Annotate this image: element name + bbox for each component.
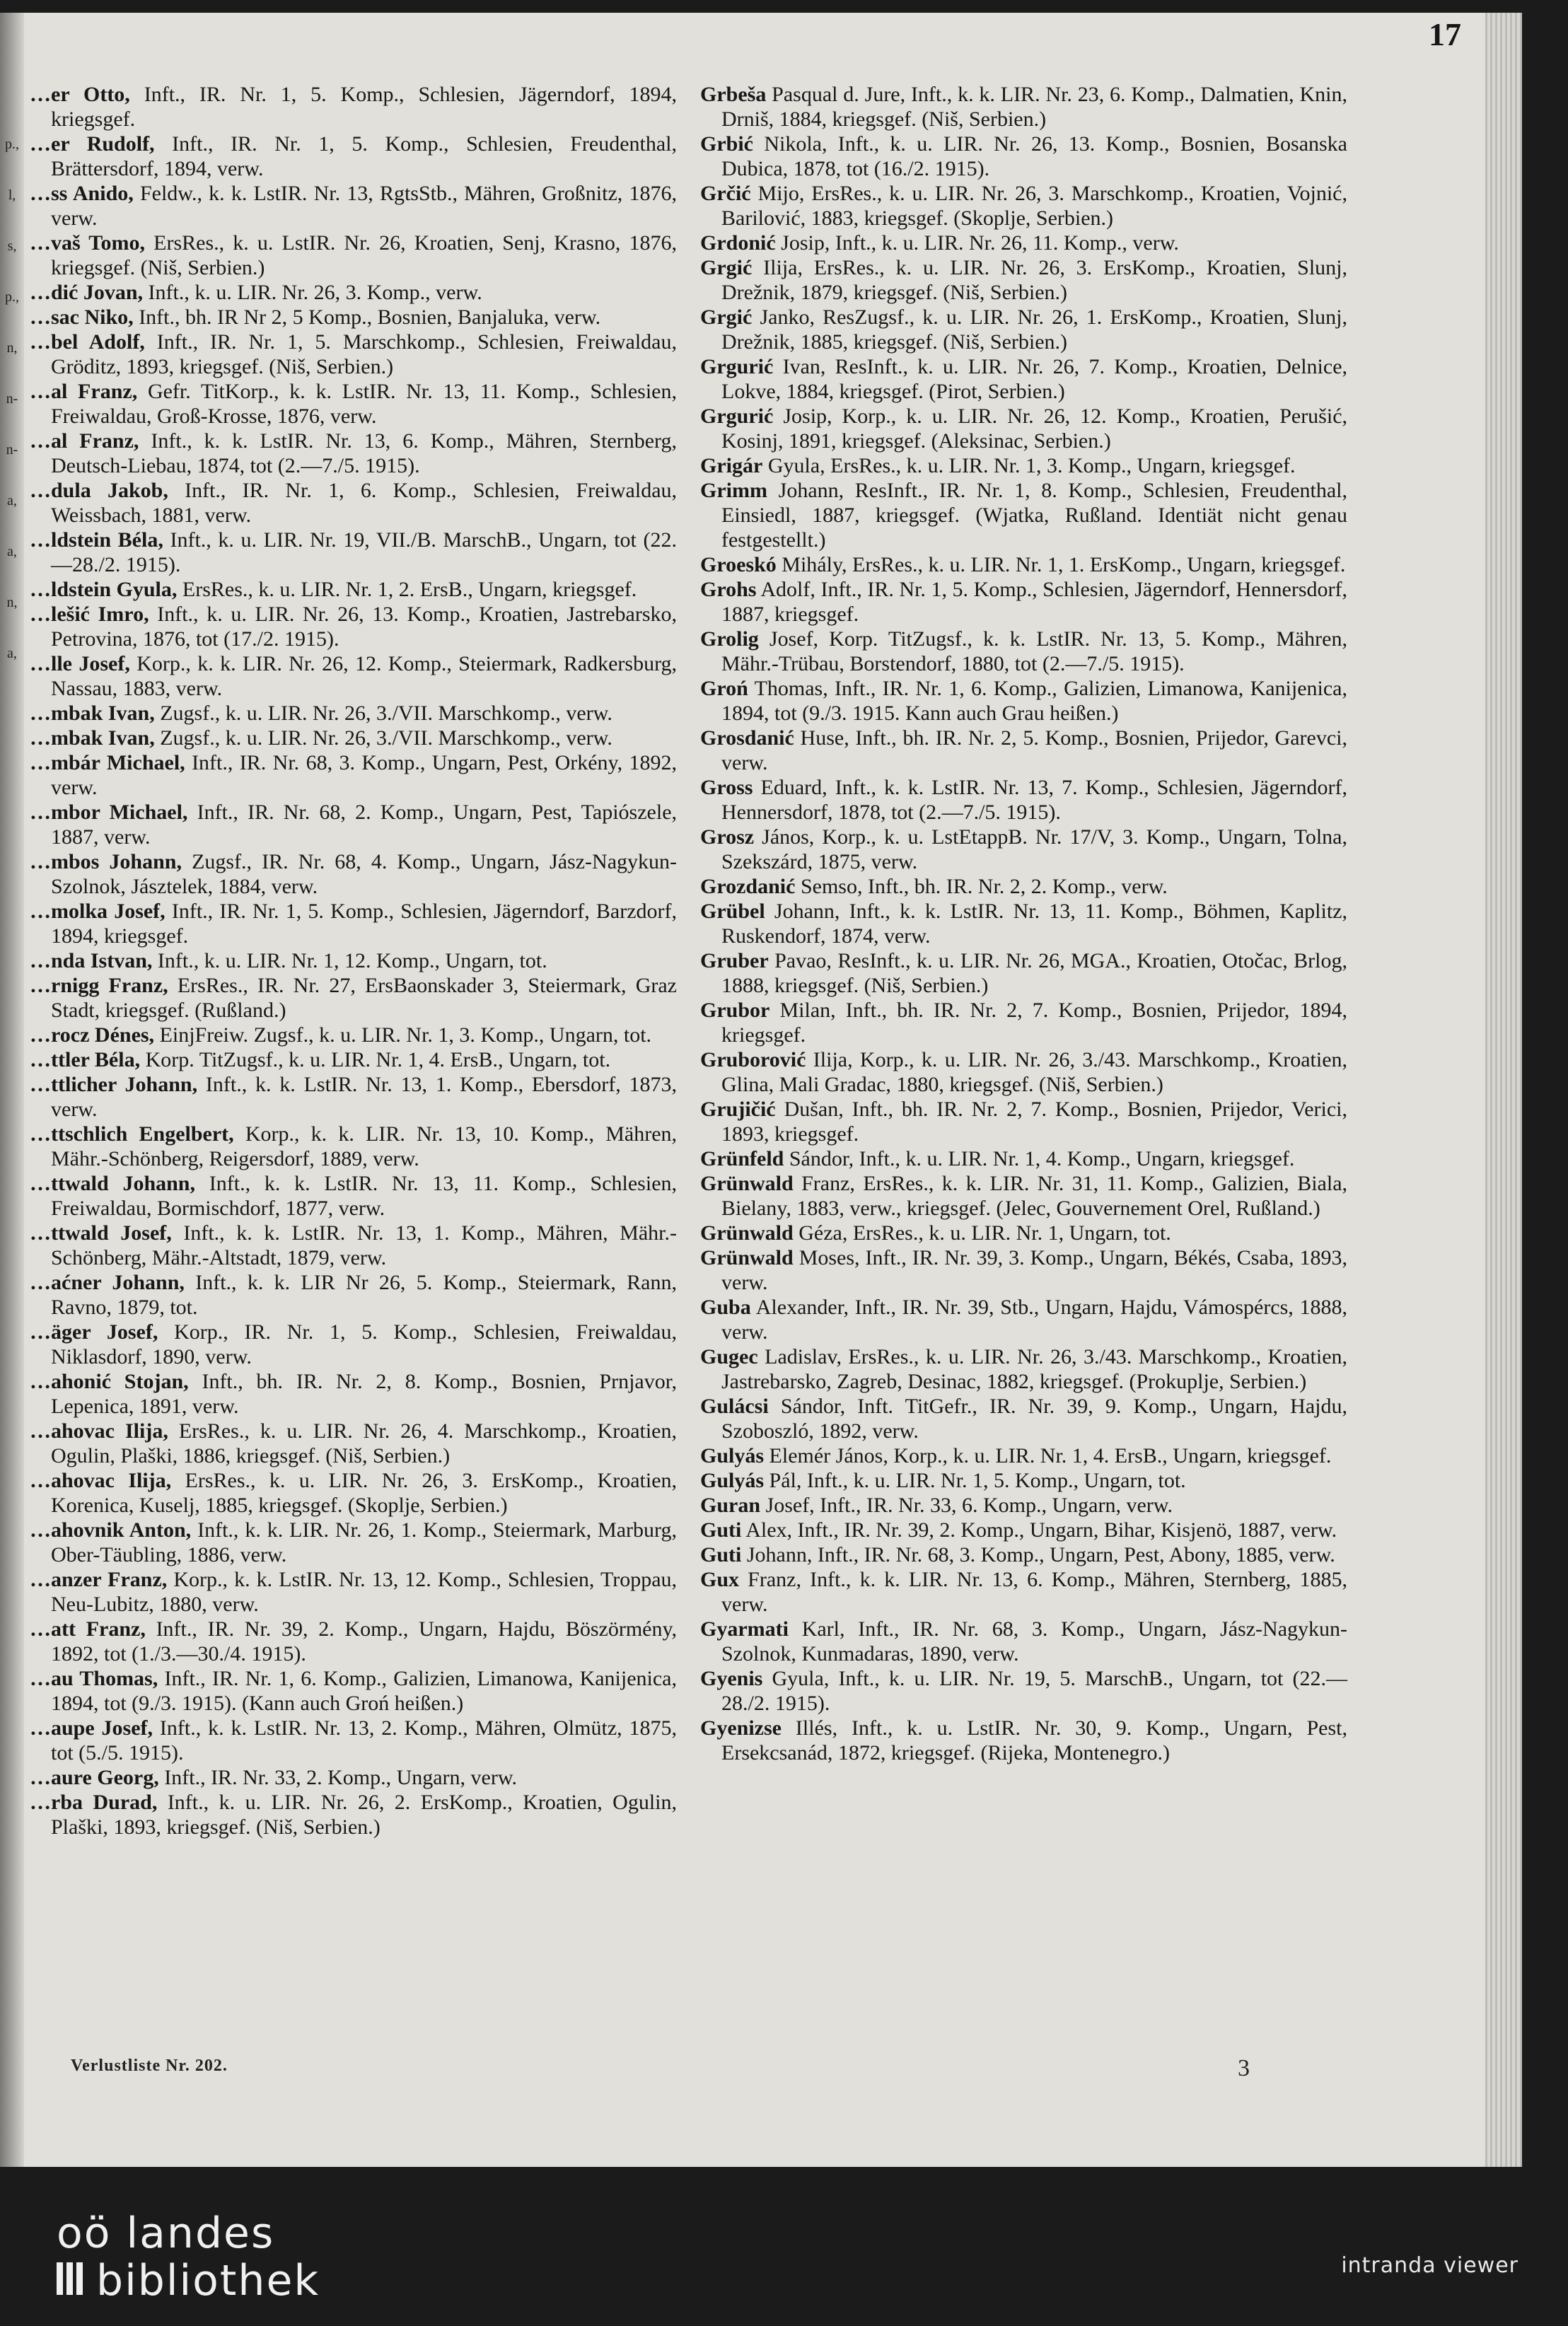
- margin-fragment: l,: [8, 187, 16, 203]
- list-entry: [30, 1047, 677, 1072]
- entry-details: Zugsf., k. u. LIR. Nr. 26, 3./VII. Marschkomp., verw.: [160, 702, 612, 725]
- entry-details: Dušan, Inft., bh. IR. Nr. 2, 7. Komp., Bosnien, Prijedor, Verici, 1893, kriegsgef.: [721, 1098, 1348, 1146]
- margin-fragment: a,: [7, 493, 17, 508]
- entry-surname: …ahovnik Anton,: [30, 1518, 192, 1542]
- entry-details: Inft., IR. Nr. 1, 6. Komp., Galizien, Limanowa, Kanijenica, 1894, tot (9./3. 1915). (Kann auch Groń heißen.): [51, 1667, 678, 1715]
- entry-details: Johann, ResInft., IR. Nr. 1, 8. Komp., Schlesien, Freudenthal, Einsiedl, 1887, kriegsgef. (Wjatka, Rußland. Identiät nicht genau festgestellt.): [721, 479, 1348, 552]
- list-entry: [30, 1790, 677, 1839]
- entry-surname: …ttlicher Johann,: [30, 1073, 198, 1096]
- list-entry: [700, 1542, 1347, 1567]
- entry-details: Inft., k. u. LIR. Nr. 19, VII./B. MarschB., Ungarn, tot (22.—28./2. 1915).: [51, 528, 678, 576]
- entry-surname: …vaš Tomo,: [30, 231, 146, 255]
- entry-details: Pál, Inft., k. u. LIR. Nr. 1, 5. Komp., Ungarn, tot.: [769, 1469, 1186, 1492]
- right-column: [700, 82, 1347, 1765]
- list-entry: [30, 1468, 677, 1518]
- list-entry: [30, 1023, 677, 1047]
- list-entry: [700, 577, 1347, 627]
- entry-surname: Grünwald: [700, 1221, 794, 1245]
- entry-surname: Grgić: [700, 256, 753, 279]
- list-entry: [700, 1146, 1347, 1171]
- list-entry: [700, 82, 1347, 132]
- entry-surname: Gruber: [700, 949, 769, 972]
- list-entry: [700, 1567, 1347, 1617]
- entry-details: Semso, Inft., bh. IR. Nr. 2, 2. Komp., verw.: [800, 875, 1168, 898]
- entry-details: Inft., k. u. LIR. Nr. 26, 13. Komp., Kroatien, Jastrebarsko, Petrovina, 1876, tot (17./2. 1915).: [51, 603, 677, 651]
- entry-details: Thomas, Inft., IR. Nr. 1, 6. Komp., Galizien, Limanowa, Kanijenica, 1894, tot (9./3. 1915. Kann auch Grau heißen.): [721, 677, 1347, 725]
- entry-details: Zugsf., k. u. LIR. Nr. 26, 3./VII. Marschkomp., verw.: [160, 726, 612, 750]
- list-entry: [700, 1047, 1347, 1097]
- list-entry: [30, 1666, 677, 1716]
- margin-fragment: n-: [6, 442, 18, 458]
- entry-surname: …ttler Béla,: [30, 1048, 141, 1071]
- list-entry: [700, 305, 1347, 354]
- entry-surname: …rocz Dénes,: [30, 1023, 155, 1047]
- viewer-bottom-bar: [0, 2167, 1568, 2326]
- list-entry: [30, 1320, 677, 1369]
- entry-surname: …mbor Michael,: [30, 801, 188, 824]
- entry-details: Sándor, Inft., k. u. LIR. Nr. 1, 4. Komp., Ungarn, kriegsgef.: [789, 1147, 1295, 1170]
- list-entry: [700, 998, 1347, 1047]
- entry-details: Inft., k. k. LstIR. Nr. 13, 2. Komp., Mähren, Olmütz, 1875, tot (5./5. 1915).: [51, 1716, 677, 1764]
- list-entry: [700, 1443, 1347, 1468]
- list-entry: [30, 1567, 677, 1617]
- entry-surname: …rba Durad,: [30, 1791, 158, 1814]
- entry-surname: …bel Adolf,: [30, 330, 145, 354]
- margin-fragment: a,: [7, 646, 17, 661]
- entry-surname: Grünfeld: [700, 1147, 784, 1170]
- entry-surname: …mbak Ivan,: [30, 702, 155, 725]
- entry-details: Sándor, Inft. TitGefr., IR. Nr. 39, 9. Komp., Ungarn, Hajdu, Szoboszló, 1892, verw.: [721, 1395, 1347, 1443]
- list-entry: [700, 1468, 1347, 1493]
- page-edge-strip: [1485, 13, 1522, 2167]
- entry-surname: Guti: [700, 1518, 742, 1542]
- margin-fragment: n,: [6, 595, 18, 610]
- list-entry: [30, 849, 677, 899]
- entry-surname: Grgurić: [700, 355, 774, 378]
- list-entry: [700, 1171, 1347, 1221]
- entry-surname: Grubor: [700, 999, 770, 1022]
- entry-details: Inft., k. u. LIR. Nr. 26, 3. Komp., verw.: [148, 281, 482, 304]
- entry-surname: …aupe Josef,: [30, 1716, 153, 1740]
- entry-details: Inft., k. k. LstIR. Nr. 13, 1. Komp., Ebersdorf, 1873, verw.: [51, 1073, 677, 1121]
- list-entry: [30, 651, 677, 701]
- list-entry: [30, 1270, 677, 1320]
- entry-details: Korp., k. k. LstIR. Nr. 13, 12. Komp., Schlesien, Troppau, Neu-Lubitz, 1880, verw.: [51, 1568, 678, 1616]
- entry-surname: Gruborović: [700, 1048, 806, 1071]
- entry-surname: Gross: [700, 776, 753, 799]
- left-column: [30, 82, 677, 1839]
- entry-details: Josef, Korp. TitZugsf., k. k. LstIR. Nr. 13, 5. Komp., Mähren, Mähr.-Trübau, Borstendorf, 1880, tot (2.—7./5. 1915).: [721, 627, 1347, 675]
- scanned-page: [0, 13, 1522, 2167]
- entry-surname: Gux: [700, 1568, 740, 1591]
- entry-surname: …dula Jakob,: [30, 479, 168, 502]
- list-entry: [700, 1097, 1347, 1146]
- entry-surname: Guran: [700, 1494, 761, 1517]
- list-entry: [30, 1716, 677, 1765]
- entry-details: Inft., IR. Nr. 1, 5. Marschkomp., Schlesien, Freiwaldau, Gröditz, 1893, kriegsgef. (Niš, Serbien.): [51, 330, 677, 378]
- entry-surname: Groń: [700, 677, 748, 700]
- list-entry: [700, 1493, 1347, 1518]
- list-entry: [700, 1666, 1347, 1716]
- list-entry: [30, 701, 677, 726]
- entry-surname: …ttwald Johann,: [30, 1172, 195, 1195]
- list-entry: [30, 1617, 677, 1666]
- entry-details: Inft., k. u. LIR. Nr. 26, 2. ErsKomp., Kroatien, Ogulin, Plaški, 1893, kriegsgef. (Niš, Serbien.): [51, 1791, 678, 1839]
- entry-details: Josip, Inft., k. u. LIR. Nr. 26, 11. Komp., verw.: [781, 231, 1179, 255]
- entry-surname: Grosz: [700, 825, 755, 849]
- list-entry: [30, 1765, 677, 1790]
- entry-details: Pasqual d. Jure, Inft., k. k. LIR. Nr. 23, 6. Komp., Dalmatien, Knin, Drniš, 1884, kriegsgef. (Niš, Serbien.): [721, 83, 1347, 131]
- entry-details: Inft., IR. Nr. 1, 5. Komp., Schlesien, Jägerndorf, 1894, kriegsgef.: [51, 83, 677, 131]
- entry-details: Franz, Inft., k. k. LIR. Nr. 13, 6. Komp., Mähren, Sternberg, 1885, verw.: [721, 1568, 1347, 1616]
- list-entry: [700, 404, 1347, 453]
- entry-details: Inft., k. k. LstIR. Nr. 13, 6. Komp., Mähren, Sternberg, Deutsch-Liebau, 1874, tot (2.—7./5. 1915).: [51, 429, 677, 477]
- margin-fragment: s,: [7, 238, 17, 254]
- entry-surname: Grozdanić: [700, 875, 796, 898]
- list-entry: [30, 305, 677, 330]
- list-entry: [700, 552, 1347, 577]
- entry-details: Mihály, ErsRes., k. u. LIR. Nr. 1, 1. ErsKomp., Ungarn, kriegsgef.: [782, 553, 1346, 576]
- entry-details: Inft., IR. Nr. 39, 2. Komp., Ungarn, Hajdu, Böszörmény, 1892, tot (1./3.—30./4. 1915).: [51, 1617, 678, 1665]
- entry-surname: …ttschlich Engelbert,: [30, 1122, 234, 1146]
- entry-details: ErsRes., k. u. LIR. Nr. 1, 2. ErsB., Ungarn, kriegsgef.: [182, 578, 637, 601]
- entry-details: Inft., IR. Nr. 68, 3. Komp., Ungarn, Pest, Orkény, 1892, verw.: [51, 751, 677, 799]
- entry-surname: Grosdanić: [700, 726, 794, 750]
- list-entry: [30, 1072, 677, 1122]
- entry-details: Korp., k. k. LIR. Nr. 13, 10. Komp., Mähren, Mähr.-Schönberg, Reigersdorf, 1889, verw.: [51, 1122, 678, 1170]
- entry-details: János, Korp., k. u. LstEtappB. Nr. 17/V, 3. Komp., Ungarn, Tolna, Szekszárd, 1875, verw.: [721, 825, 1347, 873]
- entry-details: EinjFreiw. Zugsf., k. u. LIR. Nr. 1, 3. Komp., Ungarn, tot.: [159, 1023, 652, 1047]
- list-entry: [30, 379, 677, 429]
- entry-surname: …au Thomas,: [30, 1667, 158, 1690]
- entry-details: Janko, ResZugsf., k. u. LIR. Nr. 26, 1. ErsKomp., Kroatien, Slunj, Drežnik, 1885, kriegsgef. (Niš, Serbien.): [721, 306, 1348, 354]
- list-entry: [700, 1344, 1347, 1394]
- entry-details: Nikola, Inft., k. u. LIR. Nr. 26, 13. Komp., Bosnien, Bosanska Dubica, 1878, tot (16./2. 1915).: [721, 132, 1347, 180]
- logo-line1: oö landes: [57, 2209, 275, 2258]
- entry-surname: Grohs: [700, 578, 757, 601]
- entry-surname: Guti: [700, 1543, 742, 1566]
- list-entry: [30, 528, 677, 577]
- list-entry: [30, 602, 677, 651]
- entry-surname: Grujičić: [700, 1098, 776, 1121]
- list-entry: [700, 181, 1347, 231]
- list-entry: [700, 231, 1347, 255]
- entry-surname: Gugec: [700, 1345, 758, 1368]
- entry-details: Zugsf., IR. Nr. 68, 4. Komp., Ungarn, Jász-Nagykun-Szolnok, Jásztelek, 1884, verw.: [51, 850, 677, 898]
- entry-surname: Gyenis: [700, 1667, 763, 1690]
- entry-surname: Grolig: [700, 627, 759, 651]
- entry-details: Ladislav, ErsRes., k. u. LIR. Nr. 26, 3./43. Marschkomp., Kroatien, Jastrebarsko, Zagreb, Desinac, 1882, kriegsgef. (Prokuplje, Serbien.): [721, 1345, 1348, 1393]
- entry-surname: …ldstein Béla,: [30, 528, 163, 552]
- entry-surname: Grbić: [700, 132, 753, 156]
- list-entry: [30, 429, 677, 478]
- entry-surname: …ahonić Stojan,: [30, 1370, 189, 1393]
- list-entry: [700, 1617, 1347, 1666]
- list-entry: [30, 577, 677, 602]
- list-entry: [700, 255, 1347, 305]
- entry-details: Inft., k. u. LIR. Nr. 1, 12. Komp., Ungarn, tot.: [157, 949, 547, 972]
- entry-details: Milan, Inft., bh. IR. Nr. 2, 7. Komp., Bosnien, Prijedor, 1894, kriegsgef.: [721, 999, 1348, 1047]
- entry-details: Huse, Inft., bh. IR. Nr. 2, 5. Komp., Bosnien, Prijedor, Garevci, verw.: [721, 726, 1347, 774]
- entry-details: Inft., IR. Nr. 33, 2. Komp., Ungarn, verw.: [164, 1766, 518, 1789]
- list-entry: [30, 973, 677, 1023]
- entry-surname: …molka Josef,: [30, 900, 165, 923]
- entry-details: Inft., k. k. LIR. Nr. 26, 1. Komp., Steiermark, Marburg, Ober-Täubling, 1886, verw.: [51, 1518, 677, 1566]
- entry-details: Inft., bh. IR Nr 2, 5 Komp., Bosnien, Banjaluka, verw.: [139, 306, 601, 329]
- entry-surname: …anzer Franz,: [30, 1568, 168, 1591]
- list-entry: [30, 132, 677, 181]
- entry-surname: Grimm: [700, 479, 767, 502]
- list-entry: [30, 899, 677, 948]
- list-entry: [30, 1419, 677, 1468]
- entry-details: Ivan, ResInft., k. u. LIR. Nr. 26, 7. Komp., Kroatien, Delnice, Lokve, 1884, kriegsgef. (Pirot, Serbien.): [721, 355, 1348, 403]
- entry-surname: …ss Anido,: [30, 182, 134, 205]
- entry-details: Josip, Korp., k. u. LIR. Nr. 26, 12. Komp., Kroatien, Perušić, Kosinj, 1891, kriegsgef. (Aleksinac, Serbien.): [721, 405, 1348, 453]
- list-entry: [30, 82, 677, 132]
- entry-surname: …äger Josef,: [30, 1320, 158, 1344]
- entry-details: Elemér János, Korp., k. u. LIR. Nr. 1, 4. ErsB., Ungarn, kriegsgef.: [769, 1444, 1332, 1467]
- entry-surname: …al Franz,: [30, 380, 138, 403]
- entry-details: Korp., IR. Nr. 1, 5. Komp., Schlesien, Freiwaldau, Niklasdorf, 1890, verw.: [51, 1320, 677, 1368]
- list-entry: [700, 354, 1347, 404]
- entry-details: Inft., bh. IR. Nr. 2, 8. Komp., Bosnien, Prnjavor, Lepenica, 1891, verw.: [51, 1370, 678, 1418]
- list-entry: [30, 800, 677, 849]
- list-entry: [700, 1245, 1347, 1295]
- entry-surname: …att Franz,: [30, 1617, 146, 1641]
- entry-details: Gyula, ErsRes., k. u. LIR. Nr. 1, 3. Komp., Ungarn, kriegsgef.: [767, 454, 1296, 477]
- entry-details: ErsRes., k. u. LIR. Nr. 26, 4. Marschkomp., Kroatien, Ogulin, Plaški, 1886, kriegsgef. (Niš, Serbien.): [51, 1419, 677, 1467]
- list-entry: [30, 280, 677, 305]
- entry-details: Inft., IR. Nr. 1, 5. Komp., Schlesien, Freudenthal, Brättersdorf, 1894, verw.: [51, 132, 677, 180]
- list-entry: [700, 874, 1347, 899]
- list-entry: [700, 1518, 1347, 1542]
- list-entry: [30, 750, 677, 800]
- entry-surname: …aćner Johann,: [30, 1271, 185, 1294]
- list-entry: [700, 1295, 1347, 1344]
- entry-surname: Grünwald: [700, 1172, 794, 1195]
- entry-details: Ilija, ErsRes., k. u. LIR. Nr. 26, 3. ErsKomp., Kroatien, Slunj, Drežnik, 1879, kriegsgef. (Niš, Serbien.): [721, 256, 1347, 304]
- entry-details: Korp. TitZugsf., k. u. LIR. Nr. 1, 4. ErsB., Ungarn, tot.: [145, 1048, 611, 1071]
- list-entry: [700, 627, 1347, 676]
- page-number: 17: [1429, 16, 1461, 52]
- library-logo[interactable]: [57, 2211, 320, 2305]
- entry-surname: Grbeša: [700, 83, 767, 106]
- entry-surname: Grübel: [700, 900, 765, 923]
- entry-details: ErsRes., IR. Nr. 27, ErsBaonskader 3, Steiermark, Graz Stadt, kriegsgef. (Rußland.): [51, 974, 677, 1022]
- list-entry: [700, 948, 1347, 998]
- list-entry: [700, 1221, 1347, 1245]
- entry-details: Pavao, ResInft., k. u. LIR. Nr. 26, MGA., Kroatien, Otočac, Brlog, 1888, kriegsgef. (Niš, Serbien.): [721, 949, 1347, 997]
- entry-details: Johann, Inft., k. k. LstIR. Nr. 13, 11. Komp., Böhmen, Kaplitz, Ruskendorf, 1874, verw.: [721, 900, 1347, 948]
- entry-surname: …ldstein Gyula,: [30, 578, 178, 601]
- entry-details: ErsRes., k. u. LstIR. Nr. 26, Kroatien, Senj, Krasno, 1876, kriegsgef. (Niš, Serbien.): [51, 231, 678, 279]
- entry-surname: Guba: [700, 1296, 751, 1319]
- entry-details: Karl, Inft., IR. Nr. 68, 3. Komp., Ungarn, Jász-Nagykun-Szolnok, Kunmadaras, 1890, verw.: [721, 1617, 1348, 1665]
- list-entry: [700, 1716, 1347, 1765]
- entry-surname: …lešić Imro,: [30, 603, 149, 626]
- list-entry: [30, 948, 677, 973]
- list-entry: [700, 1394, 1347, 1443]
- footer-signature-mark: 3: [1238, 2055, 1250, 2081]
- list-entry: [700, 132, 1347, 181]
- margin-fragment: n-: [6, 391, 18, 407]
- list-entry: [700, 478, 1347, 552]
- entry-surname: …aure Georg,: [30, 1766, 159, 1789]
- entry-details: Illés, Inft., k. u. LstIR. Nr. 30, 9. Komp., Ungarn, Pest, Ersekcsanád, 1872, kriegsgef. (Rijeka, Montenegro.): [721, 1716, 1348, 1764]
- entry-details: Inft., k. k. LstIR. Nr. 13, 11. Komp., Schlesien, Freiwaldau, Bormischdorf, 1877, verw.: [51, 1172, 678, 1220]
- entry-surname: Grünwald: [700, 1246, 794, 1269]
- entry-surname: Grigár: [700, 454, 763, 477]
- logo-bars-icon: [57, 2262, 86, 2298]
- entry-details: Moses, Inft., IR. Nr. 39, 3. Komp., Ungarn, Békés, Csaba, 1893, verw.: [721, 1246, 1348, 1294]
- list-entry: [30, 181, 677, 231]
- entry-surname: …ahovac Ilija,: [30, 1419, 168, 1443]
- entry-details: Mijo, ErsRes., k. u. LIR. Nr. 26, 3. Marschkomp., Kroatien, Vojnić, Barilović, 1883, kriegsgef. (Skoplje, Serbien.): [721, 182, 1347, 230]
- logo-line2: bibliothek: [96, 2256, 320, 2305]
- list-entry: [30, 478, 677, 528]
- entry-surname: …al Franz,: [30, 429, 139, 453]
- list-entry: [30, 1369, 677, 1419]
- entry-details: Gefr. TitKorp., k. k. LstIR. Nr. 13, 11. Komp., Schlesien, Freiwaldau, Groß-Krosse, 1876, verw.: [51, 380, 678, 428]
- entry-surname: …nda Istvan,: [30, 949, 153, 972]
- list-entry: [700, 676, 1347, 726]
- entry-details: ErsRes., k. u. LIR. Nr. 26, 3. ErsKomp., Kroatien, Korenica, Kuselj, 1885, kriegsgef. (Skoplje, Serbien.): [51, 1469, 678, 1517]
- entry-details: Adolf, Inft., IR. Nr. 1, 5. Komp., Schlesien, Jägerndorf, Hennersdorf, 1887, kriegsgef.: [721, 578, 1347, 626]
- entry-surname: …ahovac Ilija,: [30, 1469, 172, 1492]
- list-entry: [30, 231, 677, 280]
- list-entry: [30, 330, 677, 379]
- entry-surname: …rnigg Franz,: [30, 974, 168, 997]
- entry-surname: …mbár Michael,: [30, 751, 185, 774]
- list-entry: [30, 1221, 677, 1270]
- list-entry: [700, 726, 1347, 775]
- margin-fragment: n,: [6, 340, 18, 356]
- entry-surname: Grčić: [700, 182, 751, 205]
- entry-details: Inft., IR. Nr. 68, 2. Komp., Ungarn, Pest, Tapiószele, 1887, verw.: [51, 801, 678, 849]
- list-entry: [30, 1122, 677, 1171]
- entry-details: Géza, ErsRes., k. u. LIR. Nr. 1, Ungarn, tot.: [798, 1221, 1171, 1245]
- entry-details: Inft., k. k. LIR Nr 26, 5. Komp., Steiermark, Rann, Ravno, 1879, tot.: [51, 1271, 677, 1319]
- entry-details: Inft., k. k. LstIR. Nr. 13, 1. Komp., Mähren, Mähr.-Schönberg, Mähr.-Altstadt, 1879, verw.: [51, 1221, 678, 1269]
- entry-surname: …mbak Ivan,: [30, 726, 155, 750]
- entry-surname: Gyarmati: [700, 1617, 789, 1641]
- entry-surname: Gulyás: [700, 1469, 765, 1492]
- entry-details: Gyula, Inft., k. u. LIR. Nr. 19, 5. MarschB., Ungarn, tot (22.—28./2. 1915).: [721, 1667, 1347, 1715]
- margin-fragment: a,: [7, 544, 17, 559]
- entry-surname: Grgić: [700, 306, 753, 329]
- list-entry: [700, 899, 1347, 948]
- entry-surname: Gulyás: [700, 1444, 765, 1467]
- entry-details: Ilija, Korp., k. u. LIR. Nr. 26, 3./43. Marschkomp., Kroatien, Glina, Mali Gradac, 1880, kriegsgef. (Niš, Serbien.): [721, 1048, 1348, 1096]
- viewer-credit[interactable]: intranda viewer: [1341, 2253, 1518, 2278]
- entry-details: Johann, Inft., IR. Nr. 68, 3. Komp., Ungarn, Pest, Abony, 1885, verw.: [746, 1543, 1335, 1566]
- entry-surname: Grdonić: [700, 231, 776, 255]
- list-entry: [30, 726, 677, 750]
- footer-issue-label: Verlustliste Nr. 202.: [71, 2057, 228, 2075]
- entry-surname: …dić Jovan,: [30, 281, 144, 304]
- margin-fragment: p.,: [5, 136, 19, 152]
- entry-details: Franz, ErsRes., k. k. LIR. Nr. 31, 11. Komp., Galizien, Biala, Bielany, 1883, verw., kriegsgef. (Jelec, Gouvernement Orel, Rußland.): [721, 1172, 1348, 1220]
- entry-details: Alex, Inft., IR. Nr. 39, 2. Komp., Ungarn, Bihar, Kisjenö, 1887, verw.: [745, 1518, 1337, 1542]
- margin-fragment: p.,: [5, 289, 19, 305]
- entry-details: Feldw., k. k. LstIR. Nr. 13, RgtsStb., Mähren, Großnitz, 1876, verw.: [51, 182, 677, 230]
- entry-surname: Groeskó: [700, 553, 777, 576]
- entry-details: Inft., IR. Nr. 1, 6. Komp., Schlesien, Freiwaldau, Weissbach, 1881, verw.: [51, 479, 678, 527]
- entry-details: Korp., k. k. LIR. Nr. 26, 12. Komp., Steiermark, Radkersburg, Nassau, 1883, verw.: [51, 652, 678, 700]
- entry-details: Josef, Inft., IR. Nr. 33, 6. Komp., Ungarn, verw.: [765, 1494, 1173, 1517]
- entry-surname: Gyenizse: [700, 1716, 782, 1740]
- list-entry: [700, 825, 1347, 874]
- list-entry: [700, 453, 1347, 478]
- list-entry: [700, 775, 1347, 825]
- list-entry: [30, 1518, 677, 1567]
- left-margin-fragments: [0, 119, 24, 679]
- entry-details: Alexander, Inft., IR. Nr. 39, Stb., Ungarn, Hajdu, Vámospércs, 1888, verw.: [721, 1296, 1347, 1344]
- entry-surname: Grgurić: [700, 405, 774, 428]
- entry-surname: …lle Josef,: [30, 652, 130, 675]
- list-entry: [30, 1171, 677, 1221]
- entry-surname: …ttwald Josef,: [30, 1221, 172, 1245]
- entry-details: Inft., IR. Nr. 1, 5. Komp., Schlesien, Jägerndorf, Barzdorf, 1894, kriegsgef.: [51, 900, 677, 948]
- entry-surname: …mbos Johann,: [30, 850, 182, 873]
- entry-details: Eduard, Inft., k. k. LstIR. Nr. 13, 7. Komp., Schlesien, Jägerndorf, Hennersdorf, 1878, tot (2.—7./5. 1915).: [721, 776, 1347, 824]
- entry-surname: …er Otto,: [30, 83, 130, 106]
- entry-surname: …sac Niko,: [30, 306, 134, 329]
- entry-surname: …er Rudolf,: [30, 132, 155, 156]
- entry-surname: Gulácsi: [700, 1395, 769, 1418]
